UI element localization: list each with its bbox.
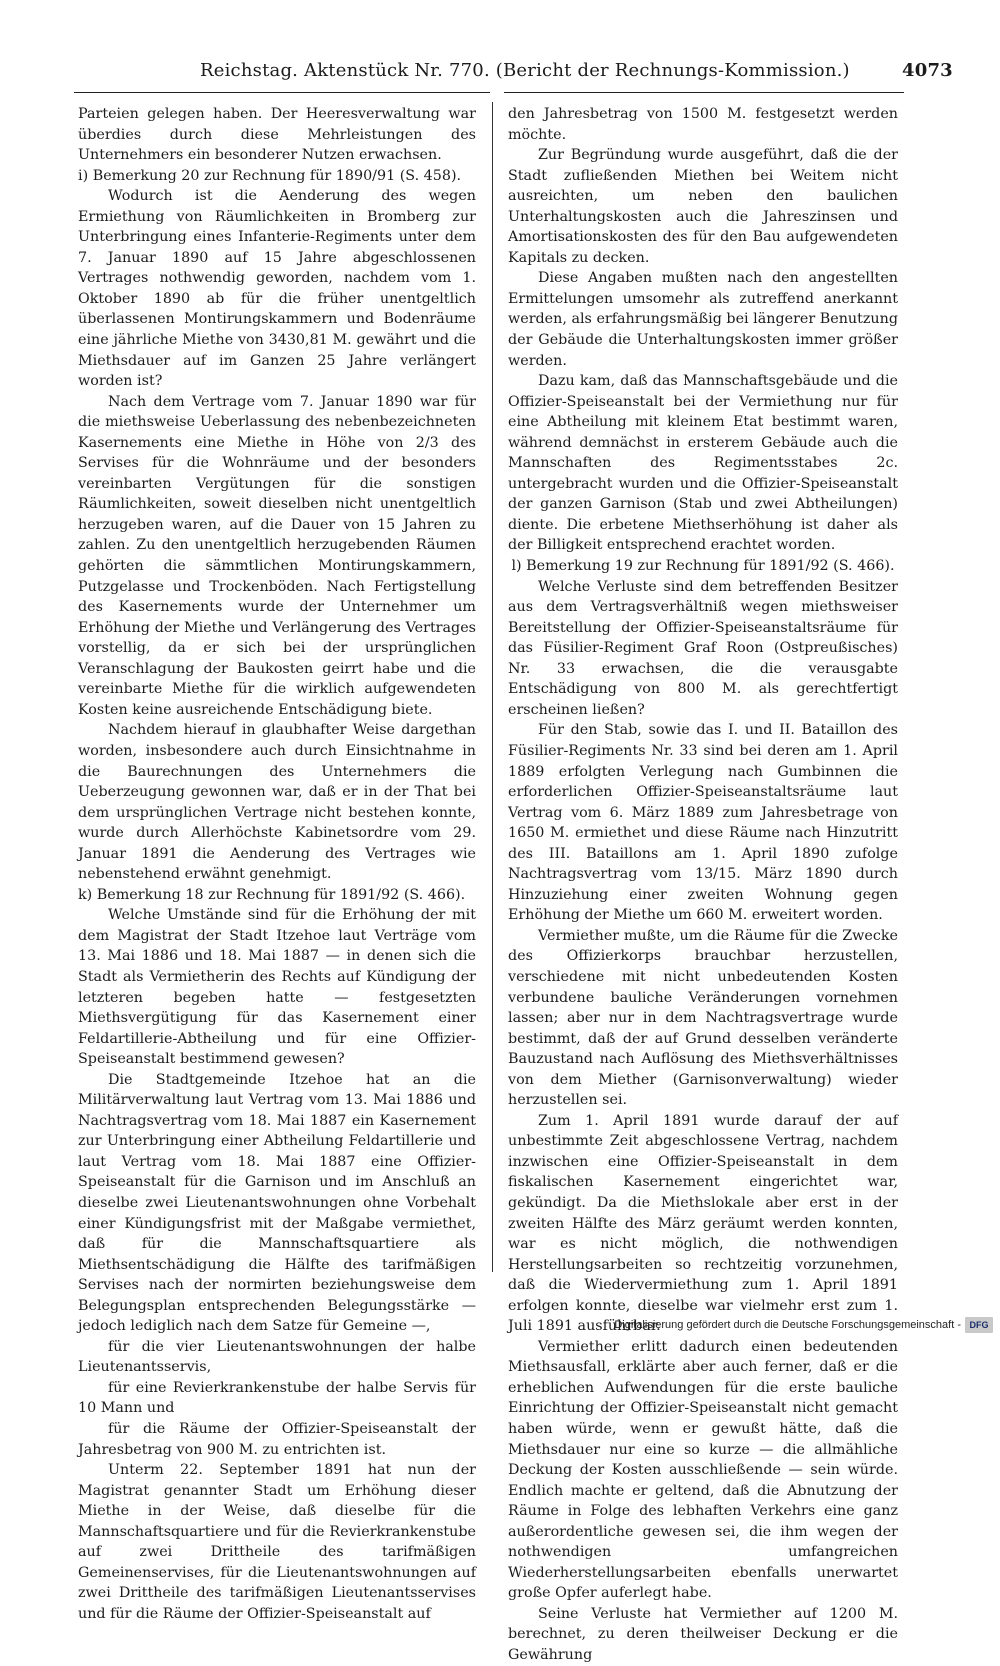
digitization-footer [603, 1317, 993, 1335]
body-paragraph: Welche Umstände sind für die Erhöhung der mit dem Magistrat der Stadt Itzehoe laut Verträge vom 13. Mai 1886 und 18. Mai 1887 — in denen sich die Stadt als Vermietherin des Rechts auf Kündigung der letzteren begeben hatte — festgesetzten Miethsvergütigung für das Kasernement einer Feldartillerie-Abtheilung und für eine Offizier-Speiseanstalt bestimmend gewesen? [78, 907, 476, 1068]
body-paragraph: Wodurch ist die Aenderung des wegen Ermiethung von Räumlichkeiten in Bromberg zur Unterbringung eines Infanterie-Regiments unter dem 7. Januar 1890 auf 15 Jahre abgeschlossenen Vertrages nothwendig geworden, nachdem vom 1. Oktober 1890 ab für die früher unentgeltlich überlassenen Montirungskammern und Bodenräume eine jährliche Miethe von 3430,81 M. gewährt und die Miethsdauer auf im Ganzen 25 Jahre verlängert worden ist? [78, 188, 476, 390]
body-paragraph: Vermiether erlitt dadurch einen bedeutenden Miethsausfall, erklärte aber auch ferner, daß er die erheblichen Aufwendungen für die erste bauliche Einrichtung der Offizier-Speiseanstalt nicht gemacht haben würde, wenn er gewußt hätte, daß die Miethsdauer nur eine so kurze — die allmähliche Deckung der Kosten ausschließende — sein würde. Endlich machte er geltend, daß die Abnutzung der Räume in Folge des lebhaften Verkehrs eine ganz außerordentliche gewesen sei, die ihm wegen der nothwendigen umfangreichen Wiederherstellungsarbeiten ebenfalls unerwartet große Opfer auferlegt habe. [508, 1338, 898, 1602]
body-paragraph: Die Stadtgemeinde Itzehoe hat an die Militärverwaltung laut Vertrag vom 13. Mai 1886 und Nachtragsvertrag vom 18. Mai 1887 ein Kasernement zur Unterbringung einer Abtheilung Feldartillerie und laut Vertrag vom 18. Mai 1887 eine Offizier-Speiseanstalt für die Garnison und im Anschluß an dieselbe zwei Lieutenantswohnungen ohne Vorbehalt einer Kündigungsfrist mit der Maßgabe vermiethet, daß für die Mannschaftsquartiere als Miethsentschädigung die Hälfte des tarifmäßigen Servises nach der normirten beziehungsweise dem Belegungsplan entsprechenden Belegungsstärke — jedoch lediglich nach dem Satze für Gemeine —, [78, 1071, 476, 1335]
body-paragraph: für die vier Lieutenantswohnungen der halbe Lieutenantsservis, [78, 1338, 476, 1376]
paragraph: k) Bemerkung 18 zur Rechnung für 1891/92 (S. 466). [78, 886, 466, 903]
column-divider [492, 102, 493, 1272]
dfg-logo: DFG [965, 1317, 993, 1333]
paragraph: Parteien gelegen haben. Der Heeresverwaltung war überdies durch diese Mehrleistungen des Unternehmers ein besonderer Nutzen erwachsen. [78, 106, 476, 164]
body-paragraph: Welche Verluste sind dem betreffenden Besitzer aus dem Vertragsverhältniß wegen miethsweiser Bereitstellung der Offizier-Speiseanstaltsräume für das Füsilier-Regiment Graf Roon (Ostpreußisches) Nr. 33 erwachsen, die die verausgabte Entschädigung von 800 M. als gerechtfertigt erscheinen ließen? [508, 578, 898, 718]
body-paragraph: Zum 1. April 1891 wurde darauf der auf unbestimmte Zeit abgeschlossene Vertrag, nachdem inzwischen eine Offizier-Speiseanstalt in dem fiskalischen Kasernement eingerichtet war, gekündigt. Da die Miethslokale aber erst in der zweiten Hälfte des März geräumt werden konnten, war es nicht möglich, die nothwendigen Herstellungsarbeiten so rechtzeitig vorzunehmen, daß die Wiedervermiethung zum 1. April 1891 erfolgen konnte, dieselbe war vielmehr erst zum 1. Juli 1891 ausführbar. [508, 1112, 898, 1335]
body-paragraph: Diese Angaben mußten nach den angestellten Ermittelungen umsomehr als zutreffend anerkannt werden, als erfahrungsmäßig bei längerer Benutzung der Gebäude die Unterhaltungskosten immer größer werden. [508, 270, 898, 369]
right-column [508, 104, 898, 1666]
paragraph: den Jahresbetrag von 1500 M. festgesetzt werden möchte. [508, 106, 898, 143]
left-column [78, 104, 476, 1624]
section-heading: l) Bemerkung 19 zur Rechnung für 1891/92 (S. 466). [511, 558, 895, 575]
body-paragraph: Für den Stab, sowie das I. und II. Bataillon des Füsilier-Regiments Nr. 33 sind bei deren am 1. April 1889 erfolgten Verlegung nach Gumbinnen die erforderlichen Offizier-Speiseanstaltsräume laut Vertrag vom 6. März 1889 zum Jahresbetrage von 1650 M. ermiethet und diese Räume nach Hinzutritt des III. Bataillons am 1. April 1890 zufolge Nachtragsvertrag vom 13/15. März 1890 durch Hinzuziehung einer zweiten Wohnung gegen Erhöhung der Miethe um 660 M. erweitert worden. [508, 722, 898, 924]
footer-credit: Digitalisierung gefördert durch die Deutsche Forschungsgemeinschaft - [614, 1319, 961, 1331]
body-paragraph: Zur Begründung wurde ausgeführt, daß die der Stadt zufließenden Miethen bei Weitem nicht ausreichten, um neben den baulichen Unterhaltungskosten auch die Jahreszinsen und Amortisationskosten des für den Bau aufgewendeten Kapitals zu decken. [508, 147, 898, 266]
body-paragraph: Nach dem Vertrage vom 7. Januar 1890 war für die miethsweise Ueberlassung des nebenbezeichneten Kasernements eine Miethe in Höhe von 2/3 des Servises für die Wohnräume und der besonders vereinbarten Vergütungen für die sonstigen Räumlichkeiten, soweit dieselben nicht unentgeltlich herzugeben waren, auf die Dauer von 15 Jahren zu zahlen. Zu den unentgeltlich herzugebenden Räumen gehörten die sämmtlichen Montirungskammern, Putzgelasse und Trockenböden. Nach Fertigstellung des Kasernements wurde der Unternehmer um Erhöhung der Miethe und Verlängerung des Vertrages vorstellig, da er sich bei der ursprünglichen Veranschlagung der Baukosten geirrt habe und die vereinbarte Miethe für die wirklich aufgewendeten Kosten keine ausreichende Entschädigung biete. [78, 393, 476, 718]
body-paragraph: Seine Verluste hat Vermiether auf 1200 M. berechnet, zu deren theilweiser Deckung er die Gewährung [508, 1605, 898, 1664]
page-number: 4073 [902, 60, 953, 81]
paragraph: i) Bemerkung 20 zur Rechnung für 1890/91 (S. 458). [78, 167, 462, 184]
running-title: Reichstag. Aktenstück Nr. 770. (Bericht der Rechnungs-Kommission.) [200, 60, 850, 81]
header-rule-right [504, 92, 904, 93]
header-rule-left [74, 92, 490, 93]
body-paragraph: für die Räume der Offizier-Speiseanstalt der Jahresbetrag von 900 M. zu entrichten ist. [78, 1421, 476, 1458]
body-paragraph: Vermiether mußte, um die Räume für die Zwecke des Offizierkorps brauchbar herzustellen, verschiedene mit nicht unbedeutenden Kosten verbundene bauliche Veränderungen vornehmen lassen; aber nur in dem Nachtragsvertrage wurde bestimmt, daß der auf Grund desselben veränderte Bauzustand nach Auflösung des Miethsverhältnisses von dem Miether (Garnisonverwaltung) wieder herzustellen sei. [508, 927, 898, 1109]
body-paragraph: Dazu kam, daß das Mannschaftsgebäude und die Offizier-Speiseanstalt bei der Vermiethung nur für eine Abtheilung mit kleinem Etat bestimmt waren, während demnächst in ersterem Gebäude auch die Mannschaften des Regimentsstabes 2c. untergebracht wurden und die Offizier-Speiseanstalt der ganzen Garnison (Stab und zwei Abtheilungen) diente. Die erbetene Miethserhöhung ist daher als der Billigkeit entsprechend erachtet worden. [508, 373, 898, 554]
body-paragraph: Unterm 22. September 1891 hat nun der Magistrat genannter Stadt um Erhöhung dieser Miethe in der Weise, daß dieselbe für die Mannschaftsquartiere und für die Revierkrankenstube auf zwei Drittheile des tarifmäßigen Gemeinenservises, für die Lieutenantswohnungen auf zwei Drittheile des tarifmäßigen Lieutenantsservises und für die Räume der Offizier-Speiseanstalt auf [78, 1462, 476, 1622]
body-paragraph: für eine Revierkrankenstube der halbe Servis für 10 Mann und [78, 1379, 476, 1417]
page-header [0, 58, 1000, 88]
body-paragraph: Nachdem hierauf in glaubhafter Weise dargethan worden, insbesondere auch durch Einsichtnahme in die Baurechnungen des Unternehmers die Ueberzeugung gewonnen war, daß er in der That bei dem ursprünglichen Vertrage nicht bestehen konnte, wurde durch Allerhöchste Kabinetsordre vom 29. Januar 1891 die Aenderung des Vertrages wie nebenstehend erwähnt genehmigt. [78, 722, 476, 883]
